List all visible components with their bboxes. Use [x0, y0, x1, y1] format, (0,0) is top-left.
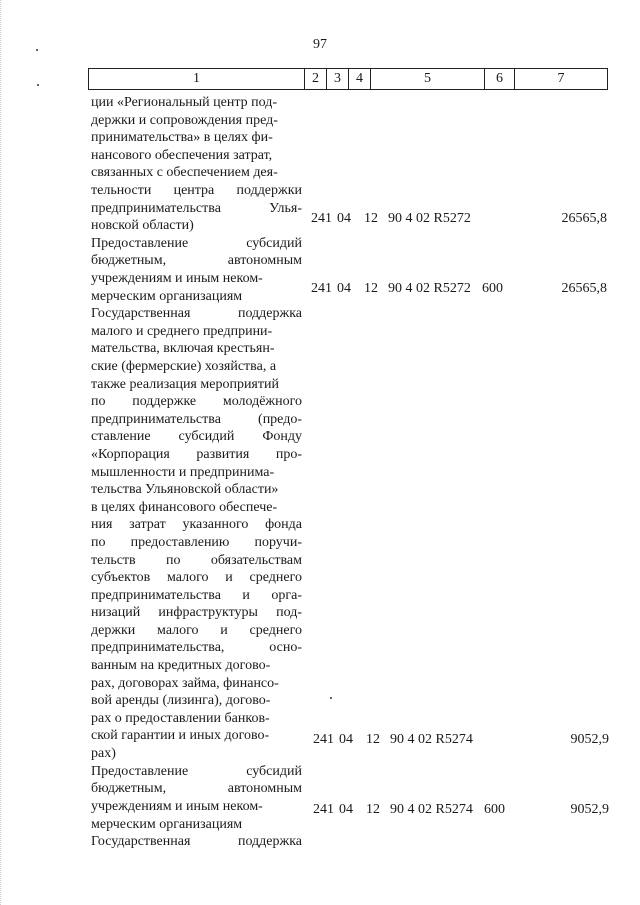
- text-line: держки и сопровождения пред-: [91, 112, 278, 128]
- cell-admin-code: 241: [313, 732, 334, 747]
- text-line: Государственная поддержка: [91, 306, 302, 322]
- table-row: [0, 280, 640, 298]
- text-line: малого и среднего предприни-: [91, 323, 273, 339]
- cell-subsection: 12: [366, 802, 380, 817]
- text-line: ставление субсидий Фонду: [91, 429, 302, 445]
- text-line: низаций инфраструктуры под-: [91, 605, 302, 621]
- cell-section: 04: [337, 211, 351, 226]
- cell-section: 04: [339, 802, 353, 817]
- cell-amount: 26565,8: [561, 211, 607, 226]
- text-line: держки малого и среднего: [91, 622, 302, 638]
- cell-subsection: 12: [364, 211, 378, 226]
- text-block-state-support: [91, 305, 302, 762]
- text-line: ванным на кредитных догово-: [91, 658, 271, 674]
- text-line: учреждениям и иным неком-: [91, 798, 263, 814]
- text-line: ской гарантии и иных догово-: [91, 728, 270, 744]
- text-line: также реализация мероприятий: [91, 376, 279, 392]
- text-line: тельства Ульяновской области»: [91, 482, 279, 498]
- text-line: бюджетным, автономным: [91, 781, 302, 797]
- header-col-4: 4: [349, 69, 371, 89]
- cell-target-code: 90 4 02 R5274: [390, 732, 473, 747]
- text-line: «Корпорация развития про-: [91, 446, 302, 462]
- text-line: предпринимательства, осно-: [91, 640, 302, 656]
- header-col-7: 7: [557, 71, 565, 86]
- text-line: Предоставление субсидий: [91, 763, 302, 779]
- text-line: учреждениям и иным неком-: [91, 270, 263, 286]
- text-line: рах о предоставлении банков-: [91, 710, 270, 726]
- cell-amount: 26565,8: [561, 281, 607, 296]
- text-block-subsidy-2: [91, 763, 302, 833]
- scan-speck: [330, 697, 332, 699]
- cell-subsection: 12: [366, 732, 380, 747]
- header-col-6: 6: [485, 69, 515, 89]
- cell-target-code: 90 4 02 R5272: [388, 281, 471, 296]
- text-line: по предоставлению поручи-: [91, 534, 302, 550]
- table-row: [0, 210, 640, 228]
- text-line: Государственная поддержка: [91, 834, 302, 850]
- text-line: Предоставление субсидий: [91, 235, 302, 251]
- cell-section: 04: [339, 732, 353, 747]
- text-line: ции «Региональный центр под-: [91, 95, 277, 110]
- header-col-3: 3: [327, 69, 349, 89]
- text-line: ские (фермерские) хозяйства, а: [91, 358, 277, 374]
- cell-target-code: 90 4 02 R5274: [390, 802, 473, 817]
- text-line: рах, договорах займа, финансо-: [91, 675, 279, 691]
- text-line: тельств по обязательствам: [91, 552, 302, 568]
- table-row: [0, 731, 640, 749]
- text-line: вой аренды (лизинга), догово-: [91, 693, 271, 709]
- scan-edge: [0, 0, 41, 905]
- cell-amount: 9052,9: [570, 732, 609, 747]
- text-line: мерческим организациям: [91, 288, 243, 304]
- table-header: [88, 68, 608, 90]
- text-line: ния затрат указанного фонда: [91, 517, 302, 533]
- scan-speck: [37, 84, 39, 86]
- text-line: предпринимательства Улья-: [91, 200, 302, 216]
- text-block-state-support-2: [91, 833, 302, 851]
- text-line: мательства, включая крестьян-: [91, 341, 275, 357]
- cell-target-code: 90 4 02 R5272: [388, 211, 471, 226]
- cell-admin-code: 241: [311, 281, 332, 296]
- text-line: мышленности и предпринима-: [91, 464, 275, 480]
- cell-admin-code: 241: [311, 211, 332, 226]
- cell-expense-type: 600: [484, 802, 505, 817]
- text-line: связанных с обеспечением дея-: [91, 165, 278, 181]
- text-line: принимательства» в целях фи-: [91, 130, 273, 146]
- cell-amount: 9052,9: [570, 802, 609, 817]
- text-line: предпринимательства и орга-: [91, 587, 302, 603]
- text-line: по поддержке молодёжного: [91, 394, 302, 410]
- page-number: 97: [313, 37, 327, 52]
- cell-expense-type: 600: [482, 281, 503, 296]
- header-col-2: 2: [305, 69, 327, 89]
- text-line: тельности центра поддержки: [91, 182, 302, 198]
- cell-subsection: 12: [364, 281, 378, 296]
- text-line: в целях финансового обеспече-: [91, 499, 278, 515]
- cell-admin-code: 241: [313, 802, 334, 817]
- text-line: нансового обеспечения затрат,: [91, 147, 273, 163]
- text-line: новской области): [91, 218, 194, 234]
- table-row: [0, 801, 640, 819]
- header-col-5: 5: [371, 69, 485, 89]
- header-col-1: 1: [89, 69, 305, 89]
- text-line: мерческим организациям: [91, 816, 243, 832]
- text-line: рах): [91, 746, 116, 762]
- cell-section: 04: [337, 281, 351, 296]
- text-line: предпринимательства (предо-: [91, 411, 302, 427]
- text-line: субъектов малого и среднего: [91, 570, 302, 586]
- text-line: бюджетным, автономным: [91, 253, 302, 269]
